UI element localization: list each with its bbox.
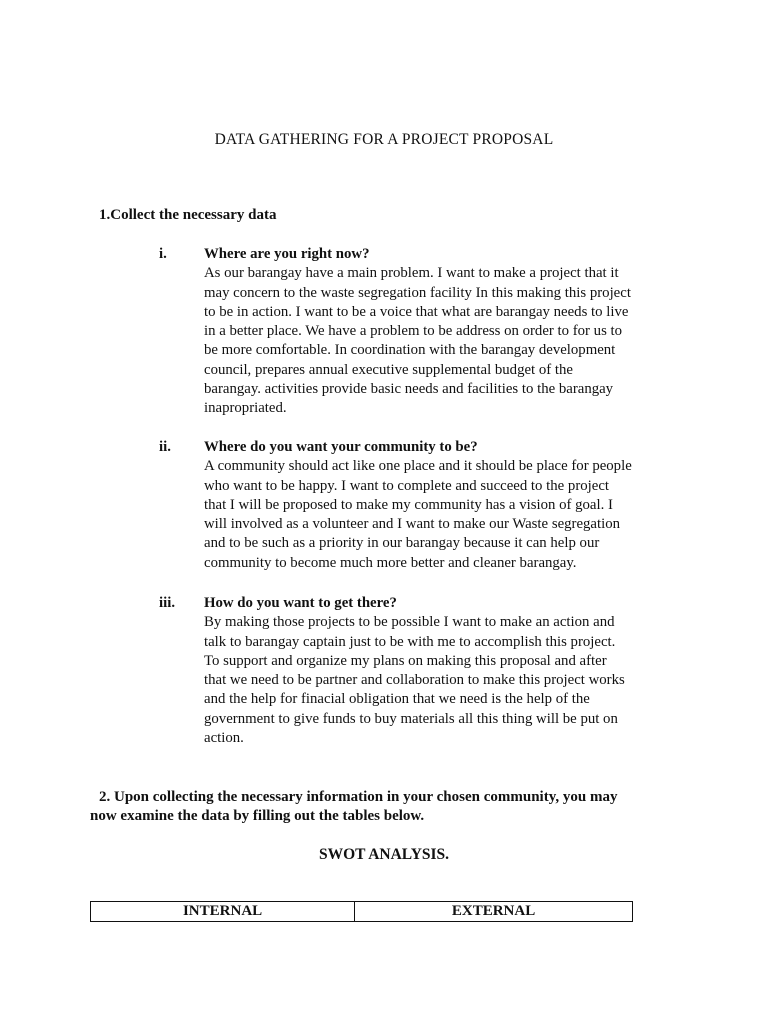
section-2-instruction bbox=[90, 788, 690, 826]
answer-line: government to give funds to buy materials all this thing will be put on bbox=[204, 710, 618, 727]
answer-line: By making those projects to be possible I want to make an action and bbox=[204, 614, 615, 631]
answer-line: to be in action. I want to be a voice that what are barangay needs to live bbox=[204, 303, 629, 320]
answer-line: barangay. activities provide basic needs and facilities to the barangay bbox=[204, 381, 614, 398]
answer-line: To support and organize my plans on making this proposal and after bbox=[204, 652, 607, 669]
item-answer bbox=[204, 613, 679, 748]
swot-heading: SWOT ANALYSIS. bbox=[318, 846, 450, 863]
table-row bbox=[91, 902, 633, 922]
document-title: DATA GATHERING FOR A PROJECT PROPOSAL bbox=[214, 131, 554, 148]
section-2-line: 2. Upon collecting the necessary information in your chosen community, you may bbox=[99, 789, 618, 805]
answer-line: council, prepares annual executive supplemental budget of the bbox=[204, 361, 573, 378]
answer-line: and the help for finacial obligation that we need is the help of the bbox=[204, 691, 590, 708]
list-item bbox=[159, 245, 679, 419]
section-1-heading: 1.Collect the necessary data bbox=[99, 207, 277, 223]
answer-line: community to become much more better and cleaner barangay. bbox=[204, 554, 577, 571]
answer-line: in a better place. We have a problem to be address on order to for us to bbox=[204, 323, 623, 340]
answer-line: As our barangay have a main problem. I want to make a project that it bbox=[204, 265, 619, 282]
table-header-cell: INTERNAL bbox=[91, 902, 355, 922]
item-question: Where are you right now? bbox=[204, 246, 370, 262]
answer-line: that I will be proposed to make my community has a vision of goal. I bbox=[204, 496, 613, 513]
item-numeral: i. bbox=[159, 246, 167, 262]
answer-line: inapropriated. bbox=[204, 400, 287, 417]
item-answer bbox=[204, 264, 679, 418]
list-item bbox=[159, 438, 679, 573]
answer-line: talk to barangay captain just to be with me to accomplish this project. bbox=[204, 633, 616, 650]
answer-line: action. bbox=[204, 730, 244, 747]
answer-line: that we need to be partner and collaboration to make this project works bbox=[204, 672, 625, 689]
list-item bbox=[159, 594, 679, 748]
item-numeral: iii. bbox=[159, 595, 176, 611]
answer-line: who want to be happy. I want to complete and succeed to the project bbox=[204, 477, 609, 494]
section-2-line: now examine the data by filling out the tables below. bbox=[90, 808, 425, 824]
answer-line: will involved as a volunteer and I want to make our Waste segregation bbox=[204, 516, 621, 533]
item-question: How do you want to get there? bbox=[204, 595, 397, 611]
item-numeral: ii. bbox=[159, 439, 171, 455]
answer-line: A community should act like one place and it should be place for people bbox=[204, 458, 632, 475]
answer-line: and to be such as a priority in our barangay because it can help our bbox=[204, 535, 600, 552]
item-question: Where do you want your community to be? bbox=[204, 439, 478, 455]
table-header-cell: EXTERNAL bbox=[355, 902, 633, 922]
swot-table bbox=[90, 901, 633, 922]
item-answer bbox=[204, 457, 679, 573]
answer-line: be more comfortable. In coordination with the barangay development bbox=[204, 342, 616, 359]
answer-line: may concern to the waste segregation facility In this making this project bbox=[204, 284, 631, 301]
